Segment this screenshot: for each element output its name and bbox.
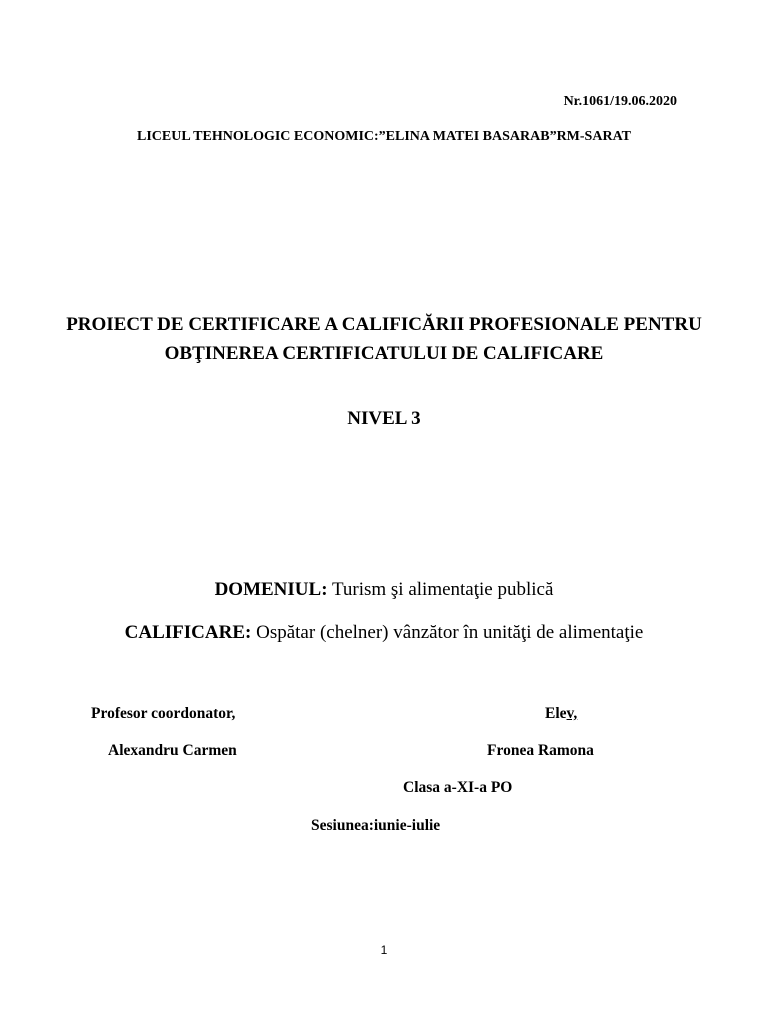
student-label-main: Ele bbox=[545, 705, 567, 722]
qualification-value: Ospătar (chelner) vânzător în unităţi de alimentaţie bbox=[251, 622, 644, 643]
qualification-level: NIVEL 3 bbox=[347, 408, 421, 429]
domain-line bbox=[0, 579, 768, 601]
page-number: 1 bbox=[380, 943, 388, 957]
domain-label: DOMENIUL: bbox=[214, 579, 328, 600]
coordinator-name: Alexandru Carmen bbox=[108, 742, 237, 759]
coordinator-label: Profesor coordonator, bbox=[91, 705, 236, 722]
document-title: PROIECT DE CERTIFICARE A CALIFICĂRII PROFESIONALE PENTRU OBŢINEREA CERTIFICATULUI DE CALIFICARE bbox=[66, 314, 702, 364]
school-name: LICEUL TEHNOLOGIC ECONOMIC:”ELINA MATEI BASARAB”RM-SARAT bbox=[137, 129, 631, 144]
domain-value: Turism şi alimentaţie publică bbox=[327, 579, 554, 600]
registration-number: Nr.1061/19.06.2020 bbox=[563, 94, 677, 109]
qualification-label: CALIFICARE: bbox=[124, 622, 252, 643]
qualification-line bbox=[0, 622, 768, 644]
student-class: Clasa a-XI-a PO bbox=[403, 779, 513, 796]
student-name: Fronea Ramona bbox=[487, 742, 594, 759]
exam-session: Sesiunea:iunie-iulie bbox=[311, 817, 441, 834]
student-label bbox=[545, 705, 577, 723]
student-label-underlined: v, bbox=[566, 705, 578, 722]
